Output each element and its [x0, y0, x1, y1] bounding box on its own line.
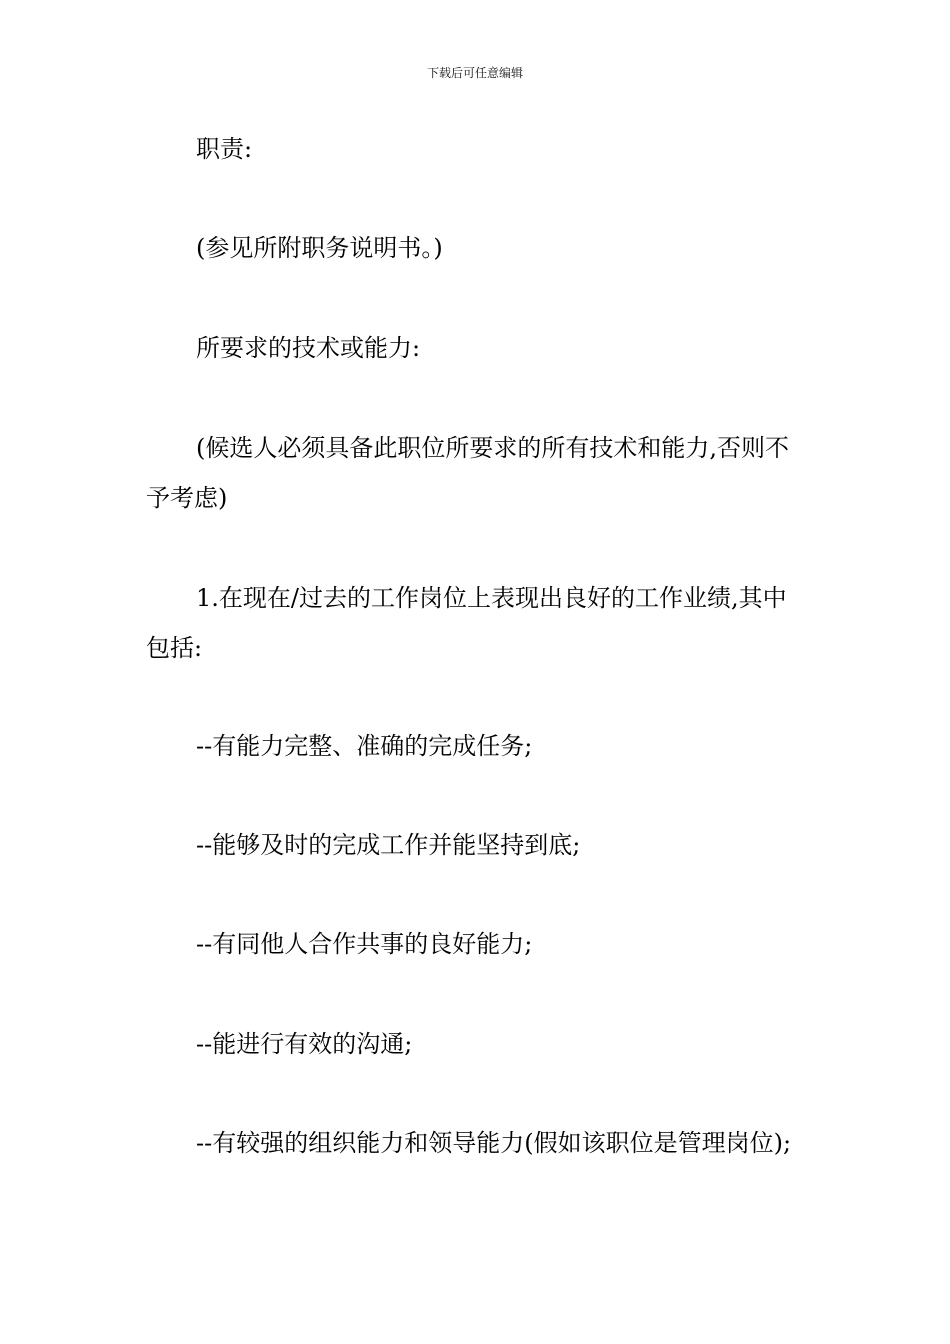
paragraph-item-1: 1.在现在/过去的工作岗位上表现出良好的工作业绩,其中包括:: [146, 584, 787, 662]
paragraph-bullet-complete-tasks: --有能力完整、准确的完成任务;: [196, 732, 533, 760]
page-header: 下载后可任意编辑: [426, 66, 523, 80]
paragraph-bullet-timely: --能够及时的完成工作并能坚持到底;: [196, 831, 581, 859]
paragraph-bullet-communication: --能进行有效的沟通;: [196, 1030, 413, 1058]
paragraph-bullet-leadership: --有较强的组织能力和领导能力(假如该职位是管理岗位);: [196, 1129, 792, 1157]
paragraph-candidate-requirement: (候选人必须具备此职位所要求的所有技术和能力,否则不予考虑): [146, 434, 789, 512]
paragraph-bullet-teamwork: --有同他人合作共事的良好能力;: [196, 930, 533, 958]
paragraph-see-job-description: (参见所附职务说明书。): [196, 234, 443, 262]
paragraph-skills-heading: 所要求的技术或能力:: [196, 334, 421, 362]
paragraph-duties-heading: 职责:: [196, 135, 253, 163]
